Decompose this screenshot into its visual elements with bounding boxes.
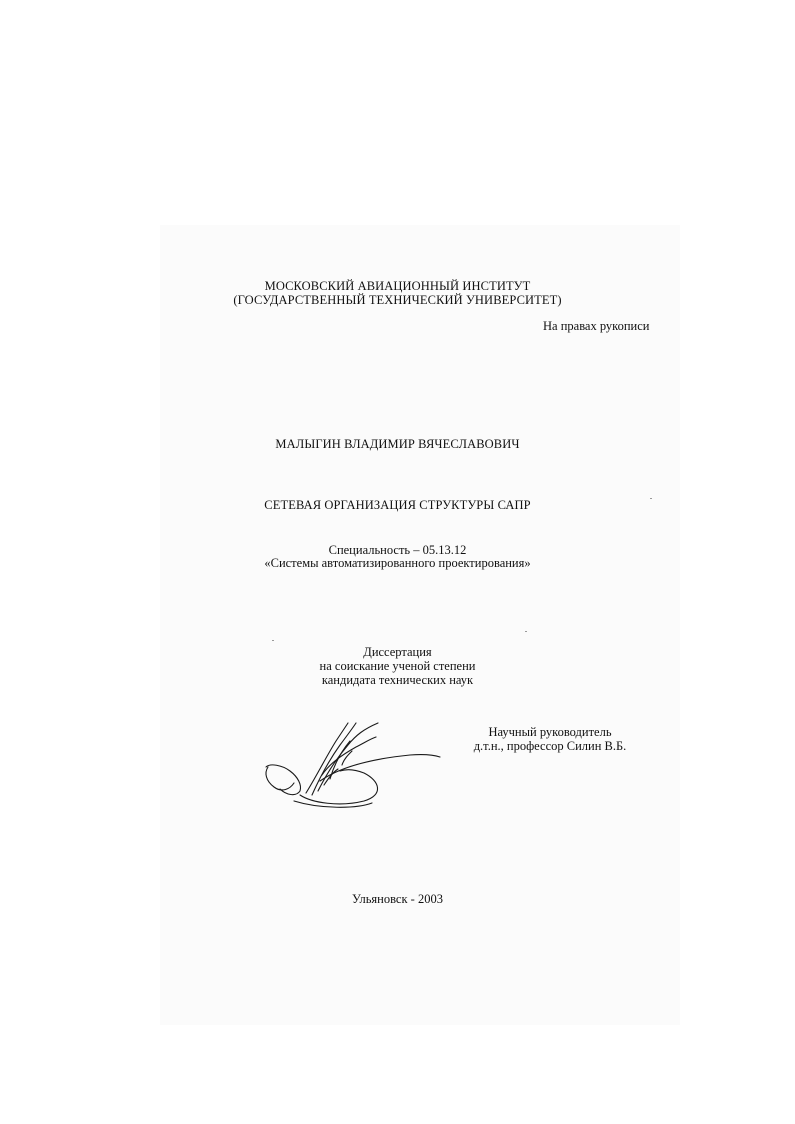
place-year: Ульяновск - 2003 <box>352 892 443 906</box>
supervisor-name: д.т.н., профессор Силин В.Б. <box>473 739 627 753</box>
specialty-code: Специальность – 05.13.12 <box>328 543 467 557</box>
handwritten-signature <box>260 715 450 810</box>
dissertation-title: СЕТЕВАЯ ОРГАНИЗАЦИЯ СТРУКТУРЫ САПР <box>264 498 531 512</box>
supervisor-role: Научный руководитель <box>488 725 612 739</box>
university-status: (ГОСУДАРСТВЕННЫЙ ТЕХНИЧЕСКИЙ УНИВЕРСИТЕТ) <box>233 293 562 307</box>
specialty-name: «Системы автоматизированного проектирования» <box>264 556 531 570</box>
degree-purpose: на соискание ученой степени <box>319 659 476 673</box>
manuscript-note: На правах рукописи <box>543 319 650 333</box>
degree-level: кандидата технических наук <box>321 673 474 687</box>
scan-speck <box>650 498 652 499</box>
degree-type: Диссертация <box>363 645 432 659</box>
author-name: МАЛЫГИН ВЛАДИМИР ВЯЧЕСЛАВОВИЧ <box>275 437 520 451</box>
institute-name: МОСКОВСКИЙ АВИАЦИОННЫЙ ИНСТИТУТ <box>264 279 531 293</box>
scan-speck <box>272 640 274 641</box>
scan-speck <box>525 631 527 632</box>
